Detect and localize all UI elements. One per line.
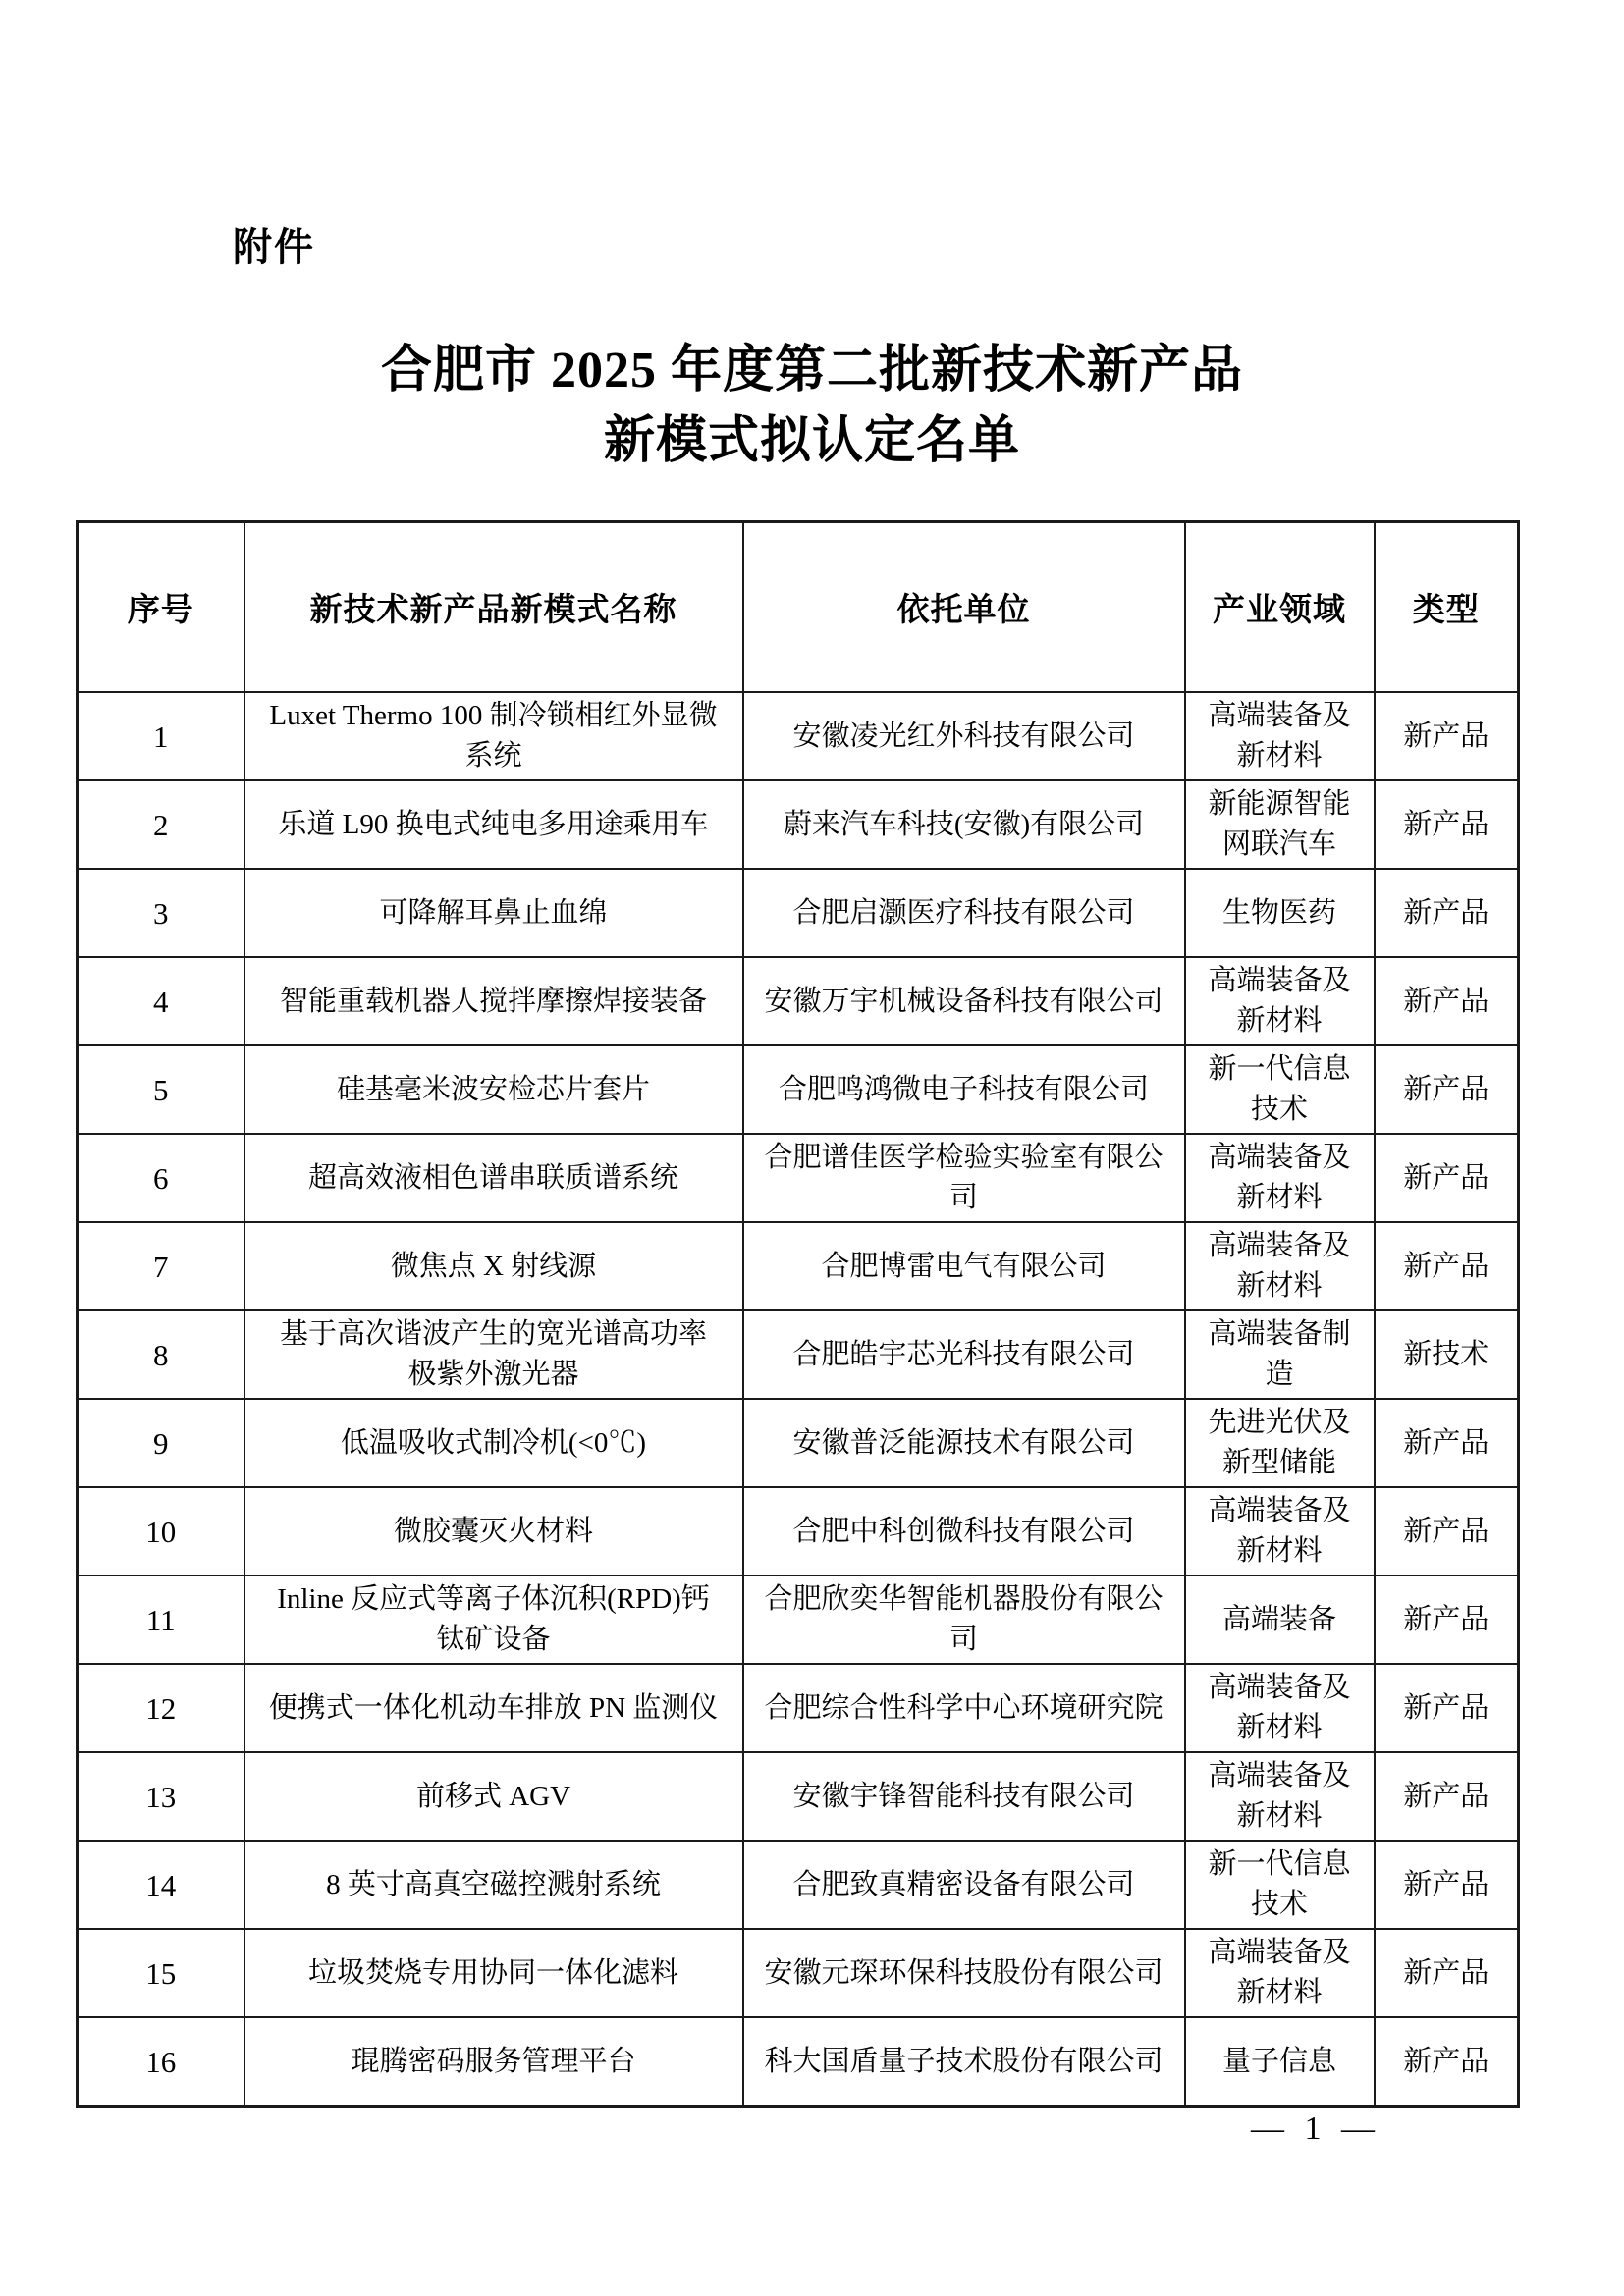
header-field: 产业领域 [1185, 522, 1375, 693]
cell-no: 15 [78, 1929, 244, 2017]
table-row [78, 1487, 1519, 1575]
cell-field: 高端装备及新材料 [1185, 1752, 1375, 1841]
table-row [78, 1134, 1519, 1222]
cell-name: 8 英寸高真空磁控溅射系统 [244, 1841, 743, 1929]
header-no: 序号 [78, 522, 244, 693]
table-body [78, 692, 1519, 2107]
cell-no: 5 [78, 1045, 244, 1134]
cell-no: 12 [78, 1664, 244, 1752]
cell-name: 低温吸收式制冷机(<0℃) [244, 1399, 743, 1487]
cell-name: 便携式一体化机动车排放 PN 监测仪 [244, 1664, 743, 1752]
cell-field: 高端装备及新材料 [1185, 692, 1375, 780]
cell-field: 高端装备及新材料 [1185, 1664, 1375, 1752]
cell-org: 合肥中科创微科技有限公司 [743, 1487, 1185, 1575]
cell-type: 新技术 [1375, 1310, 1519, 1399]
cell-name: 琨腾密码服务管理平台 [244, 2017, 743, 2107]
cell-name: 智能重载机器人搅拌摩擦焊接装备 [244, 957, 743, 1045]
cell-field: 高端装备及新材料 [1185, 1222, 1375, 1310]
table-row [78, 1929, 1519, 2017]
header-type: 类型 [1375, 522, 1519, 693]
cell-no: 1 [78, 692, 244, 780]
cell-type: 新产品 [1375, 1575, 1519, 1664]
cell-type: 新产品 [1375, 1134, 1519, 1222]
cell-name: 微焦点 X 射线源 [244, 1222, 743, 1310]
page-number: — 1 — [1251, 2110, 1380, 2147]
cell-org: 安徽普泛能源技术有限公司 [743, 1399, 1185, 1487]
table-row [78, 1310, 1519, 1399]
cell-org: 科大国盾量子技术股份有限公司 [743, 2017, 1185, 2107]
cell-type: 新产品 [1375, 1222, 1519, 1310]
header-name: 新技术新产品新模式名称 [244, 522, 743, 693]
table-header [78, 522, 1519, 693]
cell-org: 合肥欣奕华智能机器股份有限公司 [743, 1575, 1185, 1664]
table-row [78, 1664, 1519, 1752]
cell-no: 2 [78, 780, 244, 869]
cell-field: 高端装备及新材料 [1185, 957, 1375, 1045]
cell-org: 安徽宇锋智能科技有限公司 [743, 1752, 1185, 1841]
cell-org: 合肥博雷电气有限公司 [743, 1222, 1185, 1310]
recognition-list-table [76, 520, 1520, 2108]
page-title-line-2: 新模式拟认定名单 [603, 413, 1020, 469]
header-org: 依托单位 [743, 522, 1185, 693]
cell-org: 合肥谱佳医学检验实验室有限公司 [743, 1134, 1185, 1222]
cell-org: 合肥致真精密设备有限公司 [743, 1841, 1185, 1929]
cell-field: 新一代信息技术 [1185, 1841, 1375, 1929]
cell-org: 安徽万宇机械设备科技有限公司 [743, 957, 1185, 1045]
cell-name: 微胶囊灭火材料 [244, 1487, 743, 1575]
cell-name: 硅基毫米波安检芯片套片 [244, 1045, 743, 1134]
cell-field: 量子信息 [1185, 2017, 1375, 2107]
cell-no: 16 [78, 2017, 244, 2107]
cell-type: 新产品 [1375, 957, 1519, 1045]
table-row [78, 1575, 1519, 1664]
cell-field: 高端装备及新材料 [1185, 1134, 1375, 1222]
cell-org: 合肥鸣鸿微电子科技有限公司 [743, 1045, 1185, 1134]
table-row [78, 1222, 1519, 1310]
table-row [78, 957, 1519, 1045]
cell-type: 新产品 [1375, 1045, 1519, 1134]
cell-field: 生物医药 [1185, 869, 1375, 957]
table-row [78, 1752, 1519, 1841]
cell-field: 高端装备及新材料 [1185, 1487, 1375, 1575]
table-header-row [78, 522, 1519, 693]
cell-type: 新产品 [1375, 869, 1519, 957]
cell-type: 新产品 [1375, 1752, 1519, 1841]
cell-no: 7 [78, 1222, 244, 1310]
cell-org: 合肥启灏医疗科技有限公司 [743, 869, 1185, 957]
cell-org: 合肥皓宇芯光科技有限公司 [743, 1310, 1185, 1399]
cell-field: 新能源智能网联汽车 [1185, 780, 1375, 869]
cell-name: Inline 反应式等离子体沉积(RPD)钙钛矿设备 [244, 1575, 743, 1664]
cell-type: 新产品 [1375, 1841, 1519, 1929]
cell-type: 新产品 [1375, 2017, 1519, 2107]
cell-type: 新产品 [1375, 1664, 1519, 1752]
cell-org: 安徽凌光红外科技有限公司 [743, 692, 1185, 780]
cell-name: 垃圾焚烧专用协同一体化滤料 [244, 1929, 743, 2017]
cell-no: 13 [78, 1752, 244, 1841]
cell-field: 高端装备制造 [1185, 1310, 1375, 1399]
cell-name: 前移式 AGV [244, 1752, 743, 1841]
cell-no: 4 [78, 957, 244, 1045]
cell-no: 9 [78, 1399, 244, 1487]
table-row [78, 1045, 1519, 1134]
cell-name: 超高效液相色谱串联质谱系统 [244, 1134, 743, 1222]
cell-no: 3 [78, 869, 244, 957]
cell-name: 可降解耳鼻止血绵 [244, 869, 743, 957]
cell-field: 高端装备及新材料 [1185, 1929, 1375, 2017]
cell-field: 高端装备 [1185, 1575, 1375, 1664]
cell-name: 乐道 L90 换电式纯电多用途乘用车 [244, 780, 743, 869]
cell-org: 蔚来汽车科技(安徽)有限公司 [743, 780, 1185, 869]
table-row [78, 2017, 1519, 2107]
page-title [0, 336, 1624, 477]
cell-org: 安徽元琛环保科技股份有限公司 [743, 1929, 1185, 2017]
cell-no: 14 [78, 1841, 244, 1929]
cell-no: 11 [78, 1575, 244, 1664]
cell-type: 新产品 [1375, 1399, 1519, 1487]
cell-org: 合肥综合性科学中心环境研究院 [743, 1664, 1185, 1752]
cell-type: 新产品 [1375, 692, 1519, 780]
table-row [78, 1399, 1519, 1487]
attachment-label: 附件 [233, 226, 315, 269]
cell-type: 新产品 [1375, 780, 1519, 869]
table-row [78, 869, 1519, 957]
cell-no: 8 [78, 1310, 244, 1399]
cell-no: 10 [78, 1487, 244, 1575]
cell-name: Luxet Thermo 100 制冷锁相红外显微系统 [244, 692, 743, 780]
page-title-line-1: 合肥市 2025 年度第二批新技术新产品 [380, 343, 1243, 399]
cell-name: 基于高次谐波产生的宽光谱高功率极紫外激光器 [244, 1310, 743, 1399]
cell-field: 先进光伏及新型储能 [1185, 1399, 1375, 1487]
cell-no: 6 [78, 1134, 244, 1222]
table-row [78, 780, 1519, 869]
cell-type: 新产品 [1375, 1487, 1519, 1575]
cell-field: 新一代信息技术 [1185, 1045, 1375, 1134]
table-row [78, 1841, 1519, 1929]
cell-type: 新产品 [1375, 1929, 1519, 2017]
table-row [78, 692, 1519, 780]
